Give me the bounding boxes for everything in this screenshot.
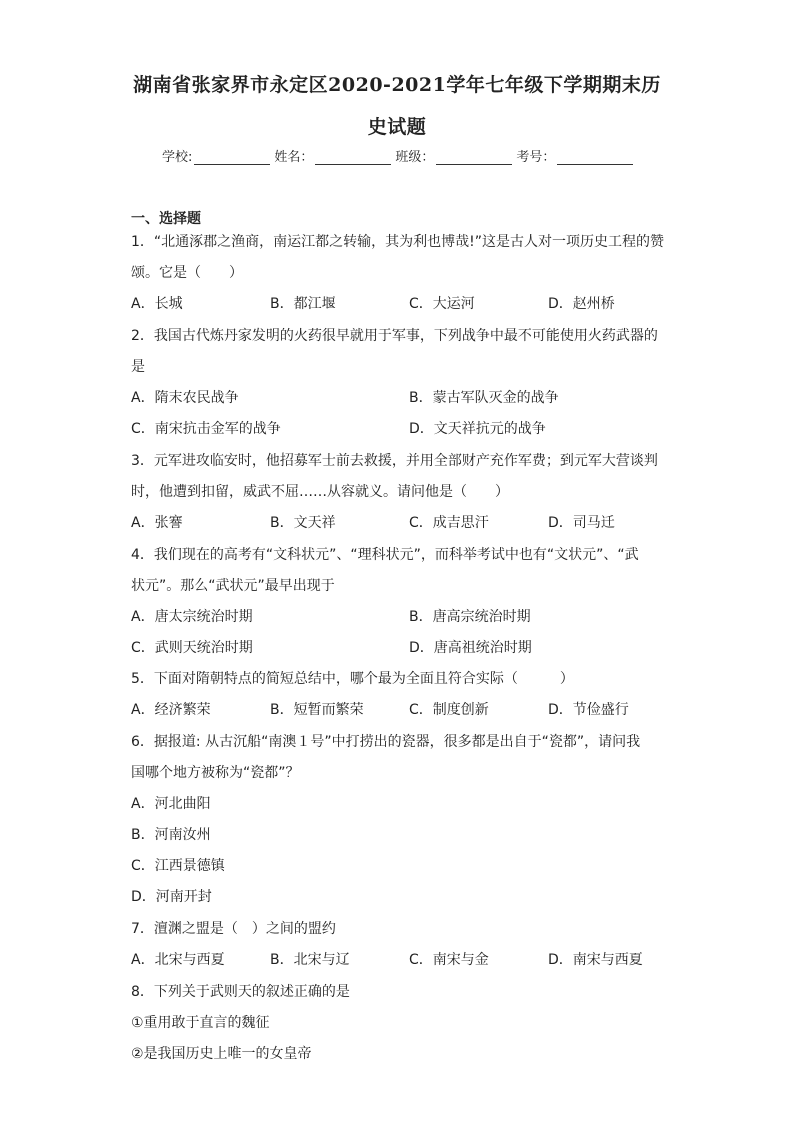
question-5-text: 5．下面对隋朝特点的简短总结中，哪个最为全面且符合实际（ ） <box>131 671 574 687</box>
question-6-text-cont: 国哪个地方被称为“瓷都”？ <box>131 765 300 781</box>
exam-title-line-2: 史试题 <box>367 116 427 138</box>
question-6-option-a[interactable]: A．河北曲阳 <box>131 796 211 812</box>
question-7-option-a[interactable]: A．北宋与西夏 <box>131 952 225 968</box>
question-7-option-b[interactable]: B．北宋与辽 <box>270 952 350 968</box>
question-6-option-b[interactable]: B．河南汝州 <box>131 827 211 843</box>
question-6-option-c[interactable]: C．江西景德镇 <box>131 858 225 874</box>
question-3-text-cont: 时，他遭到扣留，威武不屈……从容就义。请问他是（ ） <box>131 484 509 500</box>
question-2-option-c[interactable]: C．南宋抗击金军的战争 <box>131 421 281 437</box>
class-label: 班级： <box>395 150 435 165</box>
question-6-text: 6．据报道: 从古沉船“南澳１号”中打捞出的瓷器，很多都是出自于“瓷都”，请问我 <box>131 734 641 750</box>
question-8-statement-2: ②是我国历史上唯一的女皇帝 <box>131 1046 312 1062</box>
question-5-option-c[interactable]: C．制度创新 <box>409 702 489 718</box>
question-3-text: 3．元军进攻临安时，他招募军士前去救援，并用全部财产充作军费；到元军大营谈判 <box>131 453 658 469</box>
question-4-option-b[interactable]: B．唐高宗统治时期 <box>409 609 531 625</box>
question-3-option-c[interactable]: C．成吉思汗 <box>409 515 489 531</box>
question-4-option-a[interactable]: A．唐太宗统治时期 <box>131 609 253 625</box>
question-4-text-cont: 状元”。那么“武状元”最早出现于 <box>131 578 335 594</box>
question-3-option-a[interactable]: A．张謇 <box>131 515 183 531</box>
question-2-text-cont: 是 <box>131 359 145 375</box>
question-1-option-a[interactable]: A．长城 <box>131 296 183 312</box>
question-7-option-d[interactable]: D．南宋与西夏 <box>548 952 643 968</box>
question-2-option-d[interactable]: D．文天祥抗元的战争 <box>409 421 546 437</box>
question-5-option-d[interactable]: D．节俭盛行 <box>548 702 629 718</box>
name-label: 姓名： <box>274 150 314 165</box>
question-8-statement-1: ①重用敢于直言的魏征 <box>131 1015 270 1031</box>
question-2-option-b[interactable]: B．蒙古军队灭金的战争 <box>409 390 559 406</box>
question-5-option-b[interactable]: B．短暂而繁荣 <box>270 702 364 718</box>
question-3-option-b[interactable]: B．文天祥 <box>270 515 336 531</box>
exam-no-label: 考号： <box>516 150 556 165</box>
question-4-option-c[interactable]: C．武则天统治时期 <box>131 640 253 656</box>
question-3-option-d[interactable]: D．司马迁 <box>548 515 615 531</box>
exam-title-line-1: 湖南省张家界市永定区2020-2021学年七年级下学期期末历 <box>133 74 661 96</box>
class-blank[interactable] <box>436 150 512 165</box>
school-label: 学校: <box>162 150 193 165</box>
student-info-row <box>162 146 637 165</box>
question-1-option-c[interactable]: C．大运河 <box>409 296 475 312</box>
question-1-option-d[interactable]: D．赵州桥 <box>548 296 615 312</box>
question-4-option-d[interactable]: D．唐高祖统治时期 <box>409 640 532 656</box>
name-blank[interactable] <box>315 150 391 165</box>
question-2-option-a[interactable]: A．隋末农民战争 <box>131 390 239 406</box>
question-7-text: 7．澶渊之盟是（ ）之间的盟约 <box>131 921 336 937</box>
question-1-option-b[interactable]: B．都江堰 <box>270 296 336 312</box>
exam-no-blank[interactable] <box>557 150 633 165</box>
question-4-text: 4．我们现在的高考有“文科状元”、“理科状元”，而科举考试中也有“文状元”、“武 <box>131 547 639 563</box>
section-title: 一、选择题 <box>131 211 201 227</box>
question-2-text: 2．我国古代炼丹家发明的火药很早就用于军事，下列战争中最不可能使用火药武器的 <box>131 328 658 344</box>
question-5-option-a[interactable]: A．经济繁荣 <box>131 702 211 718</box>
school-blank[interactable] <box>194 150 270 165</box>
question-7-option-c[interactable]: C．南宋与金 <box>409 952 489 968</box>
question-6-option-d[interactable]: D．河南开封 <box>131 889 212 905</box>
question-1-text-cont: 颂。它是（ ） <box>131 265 243 281</box>
question-8-text: 8．下列关于武则天的叙述正确的是 <box>131 984 350 1000</box>
question-1-text: 1．“北通涿郡之渔商，南运江都之转输，其为利也博哉!”这是古人对一项历史工程的赞 <box>131 234 665 250</box>
